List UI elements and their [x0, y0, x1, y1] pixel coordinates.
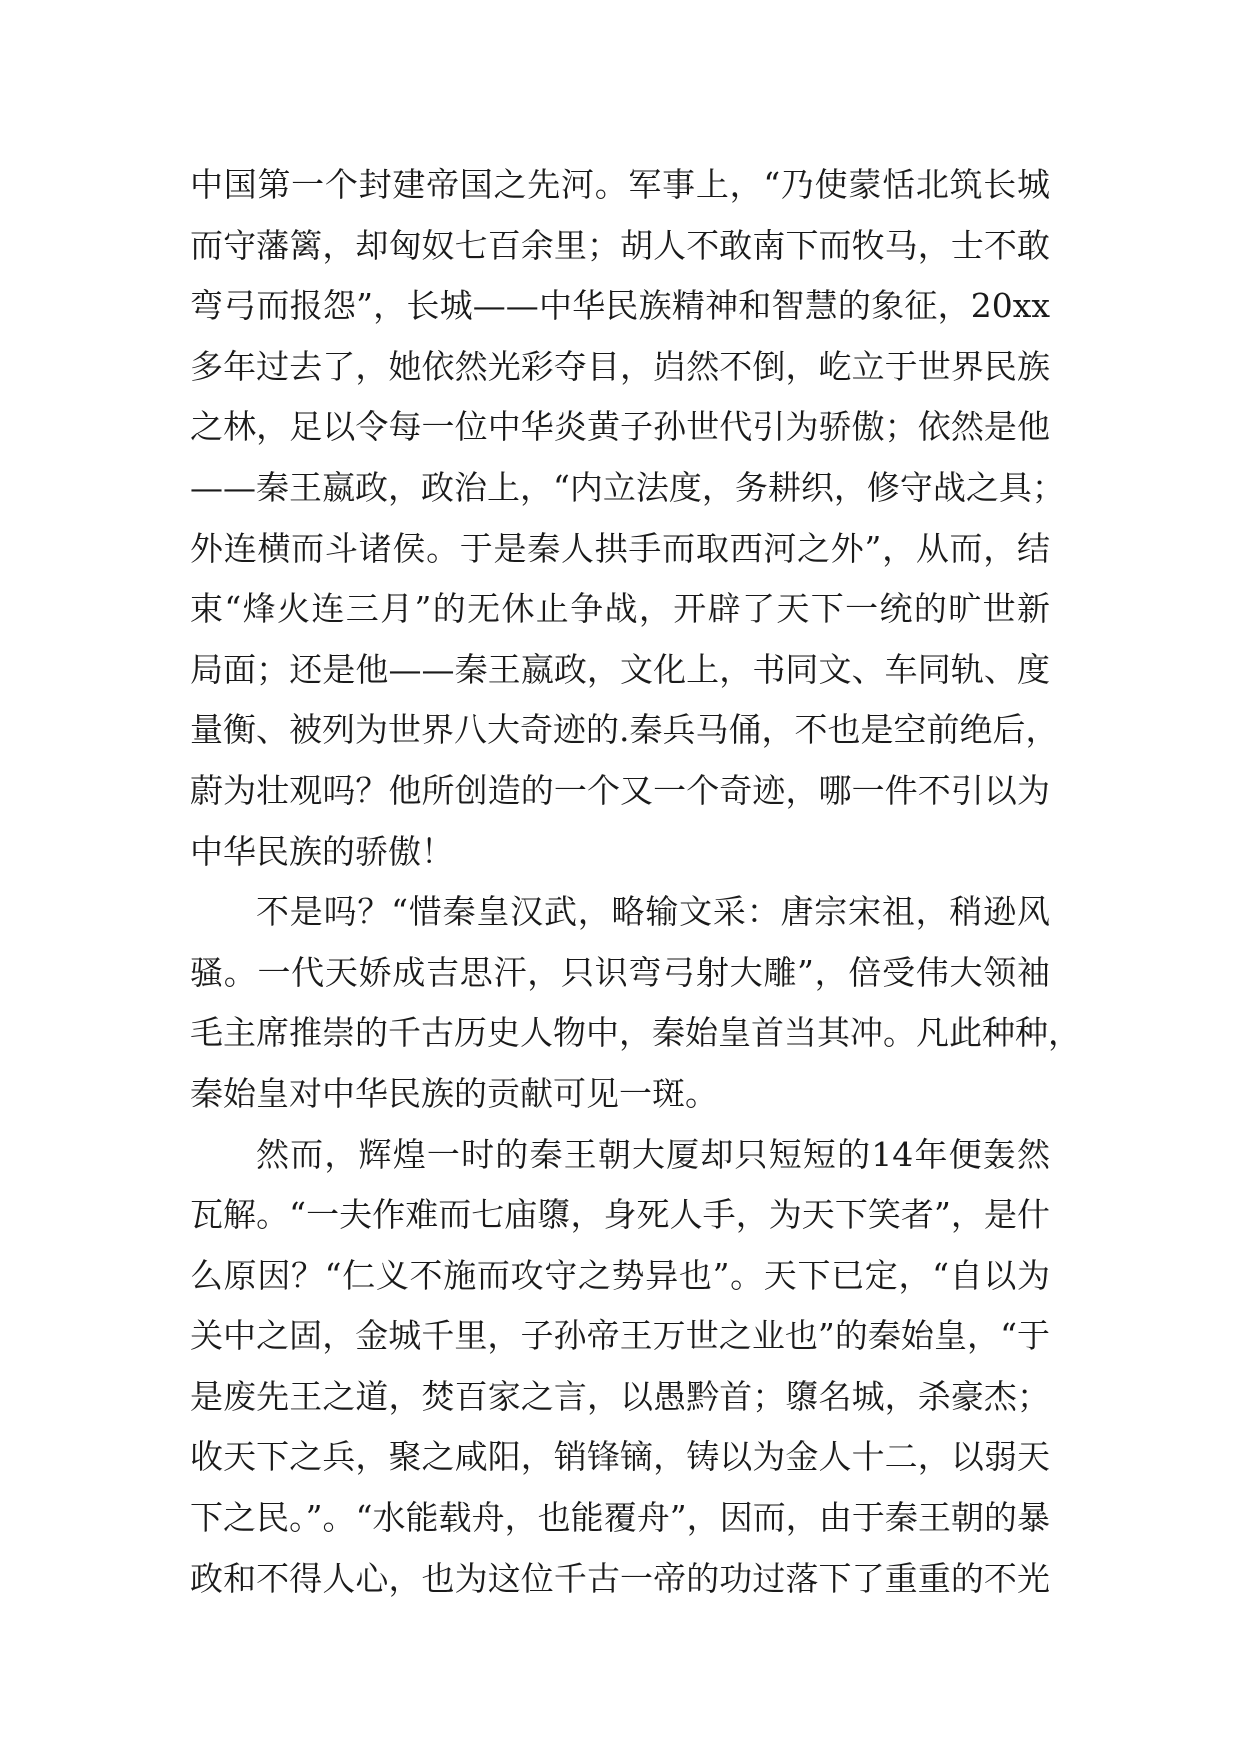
- text-line: 量衡、被列为世界八大奇迹的.秦兵马俑，不也是空前绝后，: [190, 710, 1059, 750]
- text-line: 弯弓而报怨”，长城——中华民族精神和智慧的象征，20xx: [190, 286, 1050, 326]
- paragraph-1: [190, 155, 1065, 882]
- text-line: 瓦解。“一夫作难而七庙隳，身死人手，为天下笑者”，是什: [190, 1195, 1050, 1235]
- text-line: 外连横而斗诸侯。于是秦人拱手而取西河之外”，从而，结: [190, 528, 1050, 568]
- text-line: 下之民。”。“水能载舟，也能覆舟”，因而，由于秦王朝的暴: [190, 1498, 1050, 1538]
- text-line: 是废先王之道，焚百家之言，以愚黔首；隳名城，杀豪杰；: [190, 1376, 1050, 1416]
- text-line: 中华民族的骄傲！: [190, 831, 454, 871]
- text-line: 然而，辉煌一时的秦王朝大厦却只短短的14年便轰然: [256, 1134, 1050, 1174]
- paragraph-3: [190, 1125, 1050, 1610]
- text-line: 蔚为壮观吗？他所创造的一个又一个奇迹，哪一件不引以为: [190, 770, 1050, 810]
- text-line: 秦始皇对中华民族的贡献可见一斑。: [190, 1073, 718, 1113]
- text-line: 而守藩篱，却匈奴七百余里；胡人不敢南下而牧马，士不敢: [190, 225, 1050, 265]
- text-line: 不是吗？“惜秦皇汉武，略输文采：唐宗宋祖，稍逊风: [256, 892, 1050, 932]
- text-line: 之林，足以令每一位中华炎黄子孙世代引为骄傲；依然是他: [190, 407, 1050, 447]
- text-line: 关中之固，金城千里，子孙帝王万世之业也”的秦始皇，“于: [190, 1316, 1050, 1356]
- text-line: 政和不得人心，也为这位千古一帝的功过落下了重重的不光: [190, 1558, 1050, 1598]
- text-line: 骚。一代天娇成吉思汗，只识弯弓射大雕”，倍受伟大领袖: [190, 952, 1050, 992]
- text-line: 毛主席推崇的千古历史人物中，秦始皇首当其冲。凡此种种，: [190, 1013, 1081, 1053]
- text-line: 局面；还是他——秦王嬴政，文化上，书同文、车同轨、度: [190, 649, 1050, 689]
- text-line: 束“烽火连三月”的无休止争战，开辟了天下一统的旷世新: [190, 589, 1050, 629]
- document-body: [190, 155, 1081, 1609]
- text-line: 么原因？“仁义不施而攻守之势异也”。天下已定，“自以为: [190, 1255, 1050, 1295]
- text-line: 收天下之兵，聚之咸阳，销锋镝，铸以为金人十二，以弱天: [190, 1437, 1050, 1477]
- text-line: ——秦王嬴政，政治上，“内立法度，务耕织，修守战之具；: [190, 467, 1065, 507]
- paragraph-2: [190, 882, 1081, 1124]
- text-line: 中国第一个封建帝国之先河。军事上，“乃使蒙恬北筑长城: [190, 165, 1050, 204]
- text-line: 多年过去了，她依然光彩夺目，岿然不倒，屹立于世界民族: [190, 346, 1050, 386]
